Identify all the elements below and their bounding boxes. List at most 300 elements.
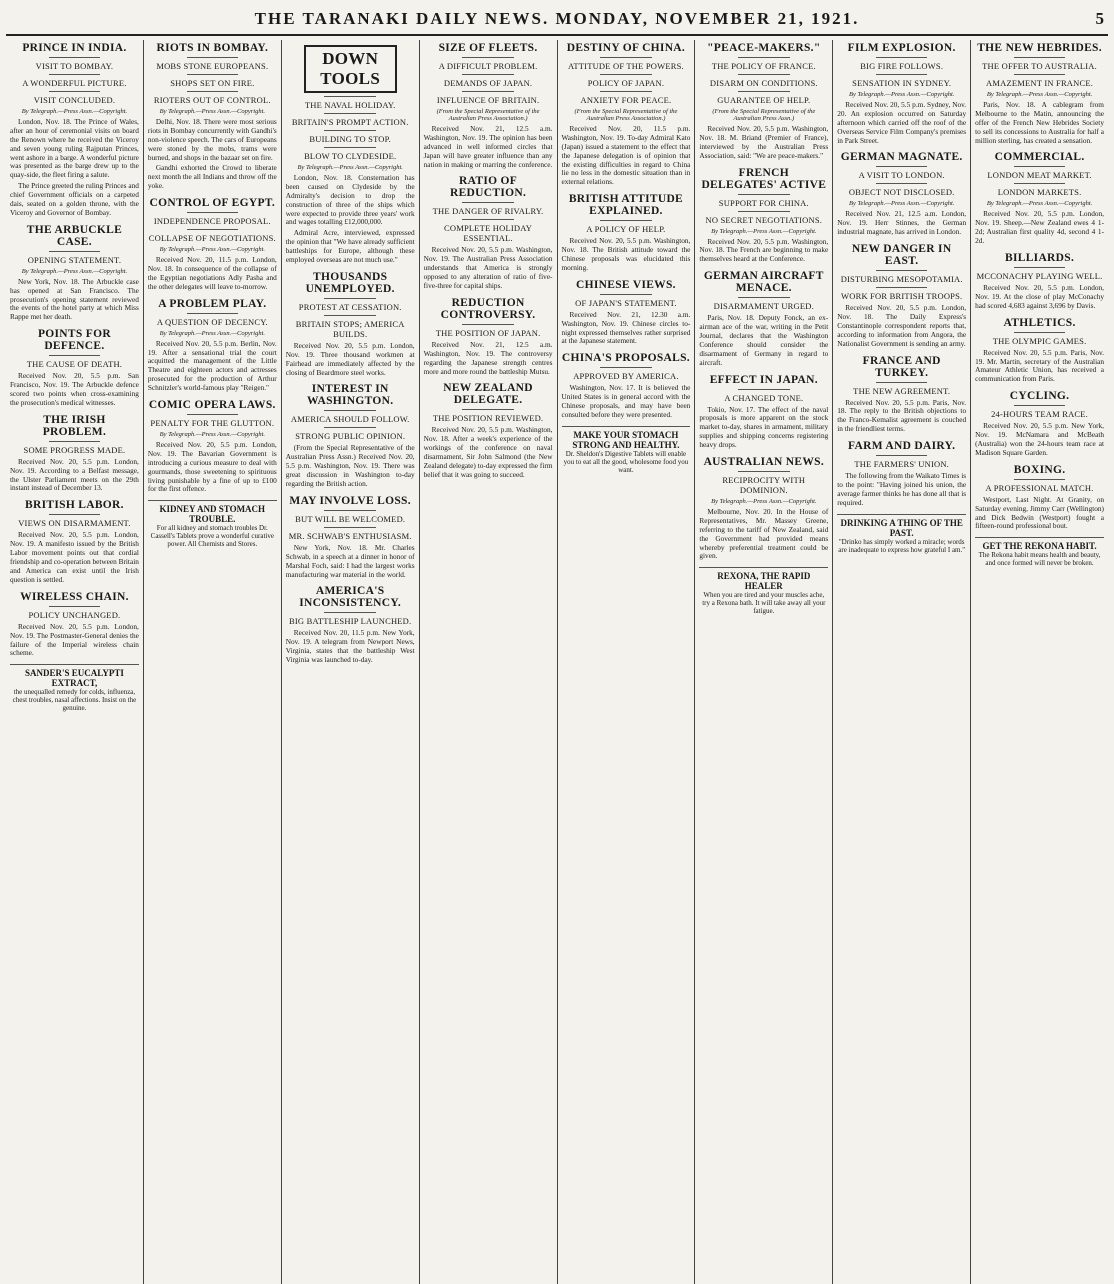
article <box>424 175 553 290</box>
article-headline: FRENCH DELEGATES' ACTIVE <box>701 166 827 191</box>
article-body <box>286 544 415 580</box>
article-paragraph: Received Nov. 20, 5.5 p.m. Berlin, Nov. 19. After a sensational trial the court acquitted the management of the Little Theatre and eighteen actors and actresses prosecuted for the production of Arthur Schnitzler's world-famous play "Reigen." <box>147 338 277 393</box>
article-headline: BILLIARDS. <box>1004 252 1075 265</box>
article-paragraph: Received Nov. 21, 12.5 a.m. Washington, Nov. 19. The opinion has been advanced in well informed circles that Japan will have greater influence than any nation in making or marring the conference. <box>423 124 553 169</box>
article-credit: By Telegraph.—Press Assn.—Copyright. <box>21 108 128 115</box>
article-headline: FRANCE AND TURKEY. <box>862 354 941 379</box>
column-6 <box>695 40 833 1284</box>
article-headline: CYCLING. <box>1009 390 1070 403</box>
divider <box>1014 479 1066 480</box>
article-headline: THE IRISH PROBLEM. <box>42 413 107 438</box>
divider <box>324 113 376 114</box>
article-subhead: BLOW TO CLYDESIDE. <box>304 151 397 161</box>
article-subhead: BUILDING TO STOP. <box>309 134 391 144</box>
article-headline: NEW ZEALAND DELEGATE. <box>443 382 533 407</box>
divider <box>1014 405 1066 406</box>
divider <box>738 57 790 58</box>
article <box>10 328 139 408</box>
article <box>975 317 1104 385</box>
article-subhead: BIG BATTLESHIP LAUNCHED. <box>289 616 412 627</box>
divider <box>1014 74 1066 75</box>
article-headline: DESTINY OF CHINA. <box>566 42 686 54</box>
article-headline: GERMAN MAGNATE. <box>840 151 963 164</box>
masthead <box>6 4 1108 36</box>
article-headline: A PROBLEM PLAY. <box>158 297 267 310</box>
article-headline: CHINESE VIEWS. <box>576 278 676 291</box>
article-headline: RATIO OF REDUCTION. <box>449 175 527 200</box>
article <box>424 297 553 377</box>
article-body <box>562 384 691 420</box>
divider <box>1014 267 1066 268</box>
divider <box>876 183 928 184</box>
article-body <box>562 237 691 273</box>
columns <box>6 40 1108 1284</box>
article-paragraph: Received Nov. 20, 5.5 p.m. Washington, Nov. 18. M. Briand (Premier of France), interviewed by the Australian Press Association, said: "We are peace-makers." <box>699 124 829 160</box>
article-credit: By Telegraph.—Press Assn.—Copyright. <box>711 227 817 235</box>
divider <box>462 74 514 75</box>
article-credit: By Telegraph.—Press Assn.—Copyright. <box>159 329 265 337</box>
article-body <box>424 125 553 169</box>
article-paragraph: Westport, Last Night. At Granity, on Saturday evening, Jimmy Carr (Wellington) and Dick Bedwin (Westport) fought a fifteen-round professional bout. <box>975 494 1104 531</box>
divider <box>1014 166 1066 167</box>
divider <box>600 220 652 221</box>
article-subhead: ANXIETY FOR PEACE. <box>580 95 672 105</box>
article <box>424 42 553 169</box>
article-subhead: COMPLETE HOLIDAY ESSENTIAL. <box>444 223 533 244</box>
divider <box>876 74 928 75</box>
article <box>10 591 139 659</box>
article-paragraph: New York, Nov. 18. Mr. Charles Schwab, in a speech at a dinner in honor of Marshal Foch, said: I had the largest works manufacturing war material in the world. <box>285 542 415 579</box>
article-body <box>148 340 277 393</box>
divider <box>738 91 790 92</box>
article-paragraph: London, Nov. 18. Consternation has been caused on Clydeside by the Admiralty's decision to drop the construction of three of the ships which were expected to provide three years' work and wages totalling £12,000,000. <box>285 173 415 227</box>
article-paragraph: Admiral Acre, interviewed, expressed the opinion that "We have already sufficient battleships for Europe, although these employed overseas are not much use." <box>285 228 415 265</box>
divider <box>49 514 101 515</box>
article <box>286 271 415 378</box>
article-headline: EFFECT IN JAPAN. <box>709 373 818 386</box>
article-headline: BRITISH ATTITUDE EXPLAINED. <box>568 193 684 218</box>
article-body <box>148 256 277 292</box>
article-paragraph: Received Nov. 20, 5.5 p.m. London, Nov. 19. Sheep.—New Zealand ewes 4 1-2d; Australian first quality 4d, second 4 1-2d. <box>975 209 1104 246</box>
article-subhead: DISARMAMENT URGED. <box>713 301 814 312</box>
article <box>562 42 691 187</box>
article-subhead: A CHANGED TONE. <box>724 392 804 403</box>
article-subhead: A PROFESSIONAL MATCH. <box>985 482 1094 493</box>
article-body <box>10 118 139 218</box>
article <box>975 42 1104 145</box>
divider <box>738 194 790 195</box>
divider <box>738 471 790 472</box>
article-credit: By Telegraph.—Press Assn.—Copyright. <box>297 164 403 171</box>
article-subhead: LONDON MARKETS. <box>997 187 1082 198</box>
article-subhead: THE POSITION REVIEWED. <box>432 413 544 424</box>
article-subhead: THE CAUSE OF DEATH. <box>26 359 123 370</box>
divider <box>600 367 652 368</box>
article-body <box>699 314 828 367</box>
article-paragraph: Gandhi exhorted the Crowd to liberate next month the all Indians and throw off the yoke. <box>147 163 277 191</box>
article-subhead: LONDON MEAT MARKET. <box>987 170 1092 181</box>
article-subhead: AMAZEMENT IN FRANCE. <box>986 78 1094 88</box>
article-subhead: BRITAIN'S PROMPT ACTION. <box>291 117 409 127</box>
divider <box>324 427 376 428</box>
article-subhead: NO SECRET NEGOTIATIONS. <box>705 214 823 225</box>
divider <box>324 298 376 299</box>
article <box>148 399 277 494</box>
article-body <box>699 508 828 561</box>
article-body <box>10 278 139 322</box>
article-body <box>975 496 1104 532</box>
article <box>699 270 828 367</box>
article-body <box>975 210 1104 246</box>
article-paragraph: London, Nov. 18. The Prince of Wales, after an hour of ceremonial visits on board the Renown where he received the Viceroy and seven young ruling Rajputan Princes, went ashore in a barge. A wonderful picture was presented as the barge drew up to the quay-side, the fleet firing a salute. <box>10 117 139 180</box>
divider <box>600 74 652 75</box>
article <box>286 45 415 265</box>
advertisement-heading: REXONA, THE RAPID HEALER <box>717 571 811 592</box>
article-headline: RIOTS IN BOMBAY. <box>156 42 269 54</box>
divider <box>324 510 376 511</box>
article-credit: By Telegraph.—Press Assn.—Copyright. <box>986 91 1093 98</box>
article <box>975 464 1104 532</box>
article-subhead: A QUESTION OF DECENCY. <box>156 316 268 327</box>
article-subhead: THE NEW AGREEMENT. <box>853 385 951 396</box>
article <box>837 151 966 237</box>
article-paragraph: Received Nov. 20, 5.5 p.m. Washington, Nov. 18. After a week's experience of the workings of the conference on naval disarmament, Sir John Salmond (the New Zealand delegate) to-day expressed the firm belief that it was going to succeed. <box>423 425 553 479</box>
article-headline: AMERICA'S INCONSISTENCY. <box>299 585 402 610</box>
article-paragraph: Delhi, Nov. 18. There were most serious riots in Bombay concurrently with Gandhi's non-violence speech. The cars of Europeans were stoned by the mobs, trams were burned, and shops in the bazaar set on fire. <box>147 117 277 162</box>
article <box>837 42 966 145</box>
article-headline: DOWN TOOLS <box>304 45 397 93</box>
divider <box>187 57 239 58</box>
divider <box>600 57 652 58</box>
article-paragraph: Received Nov. 20, 5.5 p.m. London, Nov. 19. The Postmaster-General denies the failure of the Imperial wireless chain scheme. <box>10 621 139 658</box>
article-headline: POINTS FOR DEFENCE. <box>37 328 111 353</box>
article-body <box>837 101 966 145</box>
article-credit: By Telegraph.—Press Assn.—Copyright. <box>848 91 955 98</box>
article <box>975 151 1104 246</box>
article <box>562 352 691 420</box>
article-subhead: A VISIT TO LONDON. <box>858 170 945 181</box>
article-subhead: DEMANDS OF JAPAN. <box>443 78 533 88</box>
divider <box>738 74 790 75</box>
article-paragraph: Received Nov. 20, 5.5 p.m. Paris, Nov. 18. The reply to the British objections to the Franco-Kemalist agreement is couched in the friendliest terms. <box>837 397 967 434</box>
divider <box>738 297 790 298</box>
article-body <box>10 531 139 584</box>
article-paragraph: Received Nov. 21, 12.5 a.m. Washington, Nov. 19. The controversy regarding the Japanese strength centres more and more round the battleship Mutsu. <box>423 339 553 376</box>
article-subhead: RECIPROCITY WITH DOMINION. <box>722 475 806 496</box>
divider <box>49 355 101 356</box>
divider <box>462 219 514 220</box>
article-subhead: POLICY UNCHANGED. <box>28 609 121 620</box>
divider <box>49 91 101 92</box>
article-subhead: POLICY OF JAPAN. <box>587 78 665 88</box>
advertisement-heading: KIDNEY AND STOMACH TROUBLE. <box>159 504 266 525</box>
divider <box>324 315 376 316</box>
article-subhead: BIG FIRE FOLLOWS. <box>860 61 944 71</box>
advertisement-text: the unequalled remedy for colds, influenza, chest troubles, nasal affections. Insist on the genuine. <box>12 688 137 713</box>
article-paragraph: Received Nov. 20, 5.5 p.m. Paris, Nov. 19. Mr. Martin, secretary of the Australian Amateur Athletic Union, has received a communication from Paris. <box>975 347 1104 384</box>
divider <box>187 414 239 415</box>
article-headline: BRITISH LABOR. <box>25 499 124 512</box>
divider <box>462 409 514 410</box>
article <box>10 499 139 584</box>
article-paragraph: Received Nov. 20, 5.5 p.m. Washington, Nov. 19. The Australian Press Association understands that America is strongly opposed to any alteration of ratio of five-five-three for capital ships. <box>423 245 553 291</box>
article-paragraph: Received Nov. 20, 11.5 p.m. New York, Nov. 19. A telegram from Newport News, Virginia, states that the battleship West Virginia was launched to-day. <box>285 628 415 665</box>
article-headline: NEW DANGER IN EAST. <box>851 243 952 268</box>
article-body <box>286 342 415 378</box>
advertisement-text: The Rekona habit means health and beauty, and once formed will never be broken. <box>978 551 1101 568</box>
divider <box>462 324 514 325</box>
article <box>286 495 415 580</box>
article-subhead: THE FARMERS' UNION. <box>854 459 950 470</box>
article-headline: GERMAN AIRCRAFT MENACE. <box>703 270 824 295</box>
article-subhead: APPROVED BY AMERICA. <box>573 371 679 382</box>
divider <box>49 251 101 252</box>
article-subhead: RIOTERS OUT OF CONTROL. <box>153 95 271 105</box>
divider <box>187 313 239 314</box>
divider <box>49 441 101 442</box>
advertisement-text: For all kidney and stomach troubles Dr. Cassell's Tablets prove a wonderful curative power. All Chemists and Stores. <box>150 524 274 549</box>
article-subhead: OBJECT NOT DISCLOSED. <box>848 187 955 198</box>
article-subhead: OF JAPAN'S STATEMENT. <box>575 297 677 308</box>
article-headline: ATHLETICS. <box>1003 316 1076 329</box>
divider <box>738 389 790 390</box>
article-credit: (From the Special Representative of the Australian Press Association.) <box>436 108 540 122</box>
article-paragraph: The following from the Waikato Times is to the point: "Having joined his union, the average farmer thinks he has done all that is required. <box>837 471 967 507</box>
article-subhead: WORK FOR BRITISH TROOPS. <box>841 291 963 302</box>
divider <box>187 229 239 230</box>
article-subhead: COLLAPSE OF NEGOTIATIONS. <box>148 233 276 244</box>
article <box>424 382 553 479</box>
article <box>148 42 277 191</box>
divider <box>49 606 101 607</box>
divider <box>187 212 239 213</box>
divider <box>1014 183 1066 184</box>
article <box>286 383 415 488</box>
divider <box>187 74 239 75</box>
divider <box>324 612 376 613</box>
article <box>975 252 1104 311</box>
article-subhead: VISIT CONCLUDED. <box>33 95 116 105</box>
article-paragraph: Paris, Nov. 18. Deputy Fonck, an ex-airman ace of the war, writing in the Petit Journal, declares that the Washington Conference should consider the disarmament of Germany in regard to aircraft. <box>699 313 829 367</box>
article <box>562 193 691 273</box>
article-paragraph: Received Nov. 20, 5.5 p.m. San Francisco, Nov. 19. The Arbuckle defence scored two points when cross-examining the prosecution's medical witnesses. <box>10 371 139 407</box>
divider <box>600 294 652 295</box>
article-credit: By Telegraph.—Press Assn.—Copyright. <box>159 108 265 115</box>
divider <box>187 91 239 92</box>
article-paragraph: Received Nov. 20, 5.5 p.m. Washington, Nov. 18. The British attitude toward the Chinese proposals was elucidated this morning. <box>561 236 691 272</box>
article-subhead: THE POLICY OF FRANCE. <box>711 61 816 71</box>
article-subhead: SHOPS SET ON FIRE. <box>170 78 255 88</box>
article-subhead: MR. SCHWAB'S ENTHUSIASM. <box>288 530 412 541</box>
article-subhead: THE POSITION OF JAPAN. <box>435 327 541 338</box>
article-subhead: A WONDERFUL PICTURE. <box>22 78 127 88</box>
article-body <box>148 118 277 191</box>
article-headline: THE ARBUCKLE CASE. <box>26 223 123 248</box>
article-subhead: DISTURBING MESOPOTAMIA. <box>840 274 963 285</box>
article-paragraph: Received Nov. 20, 5.5 p.m. Washington, Nov. 18. The French are beginning to make themselves heard at the Conference. <box>699 236 829 264</box>
article-paragraph: Received Nov. 20, 11.5 p.m. Washington, Nov. 19. To-day Admiral Kato (Japan) issued a statement to the effect that the Japanese delegation is of opinion that the existing difficulties in regard to China lie no less in the domestic situation than in external relations. <box>561 124 691 187</box>
divider <box>876 287 928 288</box>
article-subhead: BUT WILL BE WELCOMED. <box>295 513 406 524</box>
article-paragraph: Received Nov. 20, 5.5 p.m. London, Nov. 19. A manifesto issued by the British Labor movement points out that cordial friendship and co-operation between Britain and America can exist until the Irish question is settled. <box>10 530 139 584</box>
article-body <box>286 174 415 265</box>
article-credit: (From the Special Representative of the Australian Press Assn.) <box>712 108 816 122</box>
article-credit: By Telegraph.—Press Assn.—Copyright. <box>159 431 265 439</box>
article <box>148 197 277 292</box>
article-subhead: INFLUENCE OF BRITAIN. <box>436 95 540 105</box>
divider <box>738 211 790 212</box>
article-body <box>837 472 966 508</box>
divider <box>324 130 376 131</box>
article-credit: By Telegraph.—Press Assn.—Copyright. <box>159 246 265 254</box>
article-body <box>975 284 1104 311</box>
divider <box>49 74 101 75</box>
advertisement-text: Dr. Sheldon's Digestive Tablets will enable you to eat all the good, wholesome food you want. <box>563 449 689 474</box>
article-headline: "PEACE-MAKERS." <box>707 42 821 54</box>
article-subhead: MCCONACHY PLAYING WELL. <box>976 271 1103 282</box>
article-body <box>699 125 828 161</box>
article-subhead: PROTEST AT CESSATION. <box>298 301 402 312</box>
column-3 <box>282 40 420 1284</box>
article-headline: INTEREST IN WASHINGTON. <box>306 383 394 408</box>
article-headline: FILM EXPLOSION. <box>847 42 956 54</box>
advertisement <box>562 426 691 474</box>
article-body <box>424 426 553 479</box>
divider <box>1014 332 1066 333</box>
divider <box>324 410 376 411</box>
divider <box>324 527 376 528</box>
article-headline: REDUCTION CONTROVERSY. <box>440 296 536 321</box>
article-body <box>975 101 1104 145</box>
article-paragraph: Received Nov. 20, 5.5 p.m. London, Nov. 18. The Daily Express's Constantinople correspondent reports that, according to information from Angora, the Nationalist Government is sending an army. <box>837 303 967 348</box>
article-credit: By Telegraph.—Press Assn.—Copyright. <box>986 200 1093 208</box>
article <box>699 167 828 265</box>
article <box>148 298 277 393</box>
column-7 <box>833 40 971 1284</box>
divider <box>876 270 928 271</box>
article <box>10 42 139 218</box>
divider <box>49 57 101 58</box>
article-subhead: BRITAIN STOPS; AMERICA BUILDS. <box>295 318 405 339</box>
article-paragraph: Paris, Nov. 18. A cablegram from Melbourne to the Matin, announcing the offer of the French New Hebrides Society to sell its concessions to Australia for half a million sterling, has created a sensation. <box>975 100 1104 145</box>
divider <box>324 96 376 97</box>
article-subhead: 24-HOURS TEAM RACE. <box>991 409 1089 420</box>
article-paragraph: Washington, Nov. 17. It is believed the United States is in general accord with the Chinese proposals, and may have been consulted before they were presented. <box>561 383 691 420</box>
article-subhead: THE OFFER TO AUSTRALIA. <box>982 61 1097 71</box>
article-credit: (From the Special Representative of the Australian Press Association.) <box>574 108 678 122</box>
article-paragraph: Received Nov. 20, 5.5 p.m. New York, Nov. 19. McNamara and McBeath (Australia) won the 24-hours team race at Madison Square Garden. <box>975 421 1104 457</box>
article-subhead: THE DANGER OF RIVALRY. <box>432 206 544 217</box>
article-subhead: SUPPORT FOR CHINA. <box>718 197 809 208</box>
article-subhead: OPENING STATEMENT. <box>27 254 122 265</box>
article <box>10 414 139 494</box>
article-paragraph: Tokio, Nov. 17. The effect of the naval proposals is more apparent on the stock market to-day, shares in armament, military supplies and shipping concerns registering heavy drops. <box>699 404 829 450</box>
article-subhead: VIEWS ON DISARMAMENT. <box>18 518 131 529</box>
article <box>10 224 139 322</box>
article-body <box>10 623 139 659</box>
column-2 <box>144 40 282 1284</box>
article-headline: THE NEW HEBRIDES. <box>977 42 1102 54</box>
article-body <box>837 210 966 237</box>
article <box>286 585 415 665</box>
divider <box>462 202 514 203</box>
article-credit: By Telegraph.—Press Assn.—Copyright. <box>21 267 128 275</box>
article-body <box>562 125 691 187</box>
article-subhead: STRONG PUBLIC OPINION. <box>295 431 406 442</box>
divider <box>600 91 652 92</box>
article-headline: CONTROL OF EGYPT. <box>149 197 276 210</box>
column-4 <box>420 40 558 1284</box>
column-1 <box>6 40 144 1284</box>
divider <box>462 57 514 58</box>
advertisement <box>699 567 828 615</box>
article-body <box>424 246 553 290</box>
article-paragraph: Received Nov. 20, 5.5 p.m. Sydney, Nov. 20. An explosion occurred on Saturday afternoon which carried off the roof of the Overseas Service Film Company's premises in Park Street. <box>837 100 967 145</box>
article <box>837 243 966 348</box>
article-paragraph: Received Nov. 20, 5.5 p.m. London, Nov. 19. According to a Belfast message, the Ulster Parliament meets on the 29th instant instead of December 13. <box>10 456 139 493</box>
divider <box>876 57 928 58</box>
article-body <box>10 458 139 494</box>
article-credit: By Telegraph.—Press Assn.—Copyright. <box>711 498 817 506</box>
article-headline: AUSTRALIAN NEWS. <box>703 456 825 469</box>
article-body <box>699 238 828 265</box>
article-body <box>562 311 691 347</box>
article-subhead: A POLICY OF HELP. <box>586 224 666 235</box>
article-subhead: PENALTY FOR THE GLUTTON. <box>150 418 275 429</box>
article-body <box>699 406 828 450</box>
divider <box>324 147 376 148</box>
article <box>975 390 1104 458</box>
article-paragraph: Received Nov. 21, 12.30 a.m. Washington, Nov. 19. Chinese circles to-night expressed themselves rather surprised at the Japanese statement. <box>561 309 691 346</box>
advertisement <box>975 537 1104 567</box>
article-headline: PRINCE IN INDIA. <box>22 42 127 54</box>
article-body <box>286 629 415 665</box>
article-body <box>424 341 553 377</box>
article-body <box>975 349 1104 385</box>
article <box>562 279 691 347</box>
article-paragraph: (From the Special Representative of the Australian Press Assn.) Received Nov. 20, 5.5 p.m. Washington, Nov. 19. There was great discussion in Washington to-day regarding the British action. <box>285 443 415 489</box>
divider <box>462 91 514 92</box>
advertisement <box>10 664 139 712</box>
article <box>699 456 828 561</box>
article <box>699 374 828 450</box>
article-paragraph: The Prince greeted the ruling Princes and chief Government officials on a carpeted dais, seated on a golden throne, with the Viceroy and Governor of Bombay. <box>10 181 139 217</box>
divider <box>876 166 928 167</box>
article-paragraph: Received Nov. 20, 5.5 p.m. London, Nov. 19. The Bavarian Government is introducing a curious measure to deal with gourmands, those sweetening to spirituous living punishable by a fine of up to £100 for the first offence. <box>147 440 277 494</box>
article-headline: COMIC OPERA LAWS. <box>148 399 276 412</box>
divider <box>876 455 928 456</box>
advertisement <box>148 500 277 548</box>
column-8 <box>971 40 1108 1284</box>
advertisement-heading: SANDER'S EUCALYPTI EXTRACT, <box>24 668 124 689</box>
article-headline: WIRELESS CHAIN. <box>20 590 129 603</box>
advertisement-text: "Drinko has simply worked a miracle; words are inadequate to express how grateful I am." <box>838 537 966 554</box>
article-subhead: MOBS STONE EUROPEANS. <box>156 61 269 71</box>
advertisement-heading: MAKE YOUR STOMACH STRONG AND HEALTHY. <box>572 429 680 450</box>
advertisement <box>837 514 966 554</box>
article-subhead: THE NAVAL HOLIDAY. <box>304 100 396 110</box>
article-headline: BOXING. <box>1013 463 1066 476</box>
article-paragraph: Received Nov. 20, 5.5 p.m. London, Nov. 19. At the close of play McConachy had scored 4,683 against 3,696 by Davis. <box>975 283 1104 310</box>
advertisement-heading: DRINKING A THING OF THE PAST. <box>840 517 963 538</box>
article-paragraph: Received Nov. 20, 5.5 p.m. London, Nov. 19. Three thousand workmen at Fairhead are immediately affected by the closing of Beardmore steel works. <box>285 340 415 377</box>
masthead-title: THE TARANAKI DAILY NEWS. MONDAY, NOVEMBER 21, 1921. <box>254 9 860 28</box>
article-subhead: INDEPENDENCE PROPOSAL. <box>153 216 271 227</box>
advertisement-heading: GET THE REKONA HABIT. <box>982 541 1097 552</box>
article-body <box>837 399 966 435</box>
article-subhead: THE OLYMPIC GAMES. <box>992 335 1087 346</box>
article-paragraph: New York, Nov. 18. The Arbuckle case has opened at San Francisco. The prosecution's opening statement reviewed the events of the hotel party at which Miss Rappe met her death. <box>10 276 139 322</box>
